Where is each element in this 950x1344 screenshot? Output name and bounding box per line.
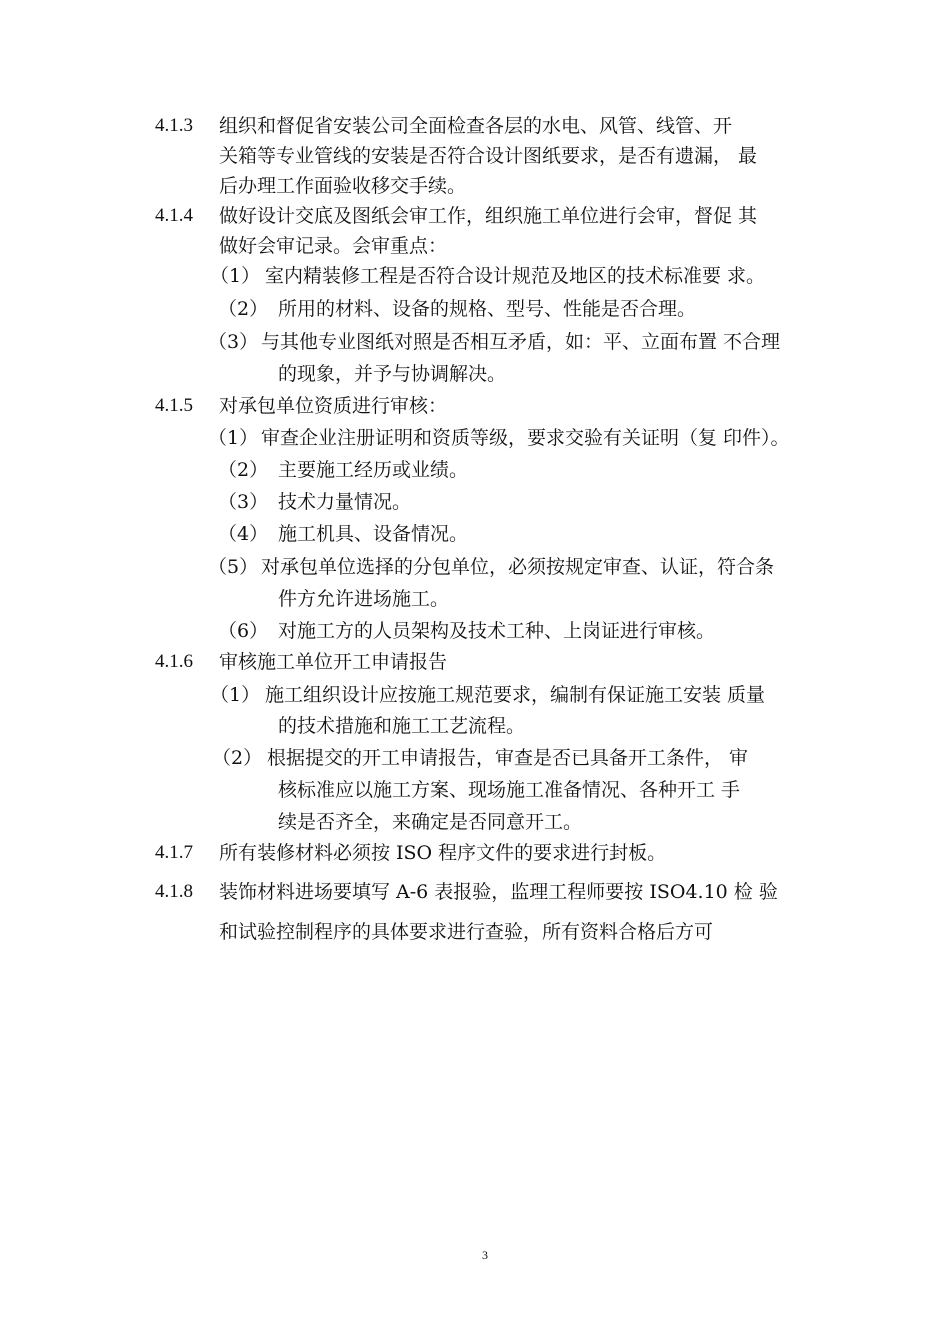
page-number: 3: [482, 1248, 488, 1262]
paragraph-line: 关箱等专业管线的安装是否符合设计图纸要求，是否有遗漏， 最: [219, 145, 758, 167]
paragraph-line: 和试验控制程序的具体要求进行查验，所有资料合格后方可: [219, 921, 714, 943]
list-item-line: 所用的材料、设备的规格、型号、性能是否合理。: [278, 298, 697, 320]
list-item-line: 的现象，并予与协调解决。: [278, 363, 507, 385]
list-marker: （2）: [212, 747, 263, 769]
section-number: 4.1.7: [155, 842, 193, 863]
paragraph-line: 做好会审记录。会审重点：: [219, 235, 448, 257]
list-marker: （2）: [218, 459, 269, 481]
paragraph-line: 审核施工单位开工申请报告: [219, 651, 448, 673]
paragraph-line: 做好设计交底及图纸会审工作，组织施工单位进行会审，督促 其: [219, 205, 758, 227]
section-number: 4.1.4: [155, 205, 193, 226]
list-marker: （1）: [210, 684, 261, 706]
list-marker: （6）: [218, 620, 269, 642]
paragraph-line: 后办理工作面验收移交手续。: [219, 175, 467, 197]
section-number: 4.1.6: [155, 651, 193, 672]
list-item-line: 技术力量情况。: [278, 491, 412, 513]
list-item-line: 施工机具、设备情况。: [278, 523, 469, 545]
list-item-line: 的技术措施和施工工艺流程。: [278, 715, 526, 737]
section-number: 4.1.5: [155, 395, 193, 416]
list-item-line: 审查企业注册证明和资质等级，要求交验有关证明（复 印件）。: [261, 427, 790, 449]
list-item-line: 对施工方的人员架构及技术工种、上岗证进行审核。: [278, 620, 716, 642]
list-item-line: 主要施工经历或业绩。: [278, 459, 469, 481]
list-marker: （5）: [208, 556, 259, 578]
section-number: 4.1.3: [155, 115, 193, 136]
section-number: 4.1.8: [155, 881, 193, 902]
list-marker: （2）: [218, 298, 269, 320]
paragraph-line: 装饰材料进场要填写 A-6 表报验，监理工程师要按 ISO4.10 检 验: [219, 881, 778, 903]
list-item-line: 根据提交的开工申请报告，审查是否已具备开工条件， 审: [267, 747, 749, 769]
paragraph-line: 所有装修材料必须按 ISO 程序文件的要求进行封板。: [219, 842, 667, 864]
list-item-line: 件方允许进场施工。: [278, 588, 450, 610]
list-marker: （3）: [208, 331, 259, 353]
list-marker: （1）: [208, 427, 259, 449]
list-item-line: 与其他专业图纸对照是否相互矛盾，如：平、立面布置 不合理: [261, 331, 781, 353]
list-item-line: 施工组织设计应按施工规范要求，编制有保证施工安装 质量: [265, 684, 766, 706]
list-marker: （4）: [218, 523, 269, 545]
list-item-line: 对承包单位选择的分包单位，必须按规定审查、认证，符合条: [261, 556, 775, 578]
list-item-line: 室内精装修工程是否符合设计规范及地区的技术标准要 求。: [265, 265, 766, 287]
list-item-line: 核标准应以施工方案、现场施工准备情况、各种开工 手: [278, 779, 741, 801]
list-marker: （3）: [218, 491, 269, 513]
list-item-line: 续是否齐全，来确定是否同意开工。: [278, 811, 583, 833]
paragraph-line: 对承包单位资质进行审核：: [219, 395, 448, 417]
list-marker: （1）: [210, 265, 261, 287]
paragraph-line: 组织和督促省安装公司全面检查各层的水电、风管、线管、开: [219, 115, 733, 137]
